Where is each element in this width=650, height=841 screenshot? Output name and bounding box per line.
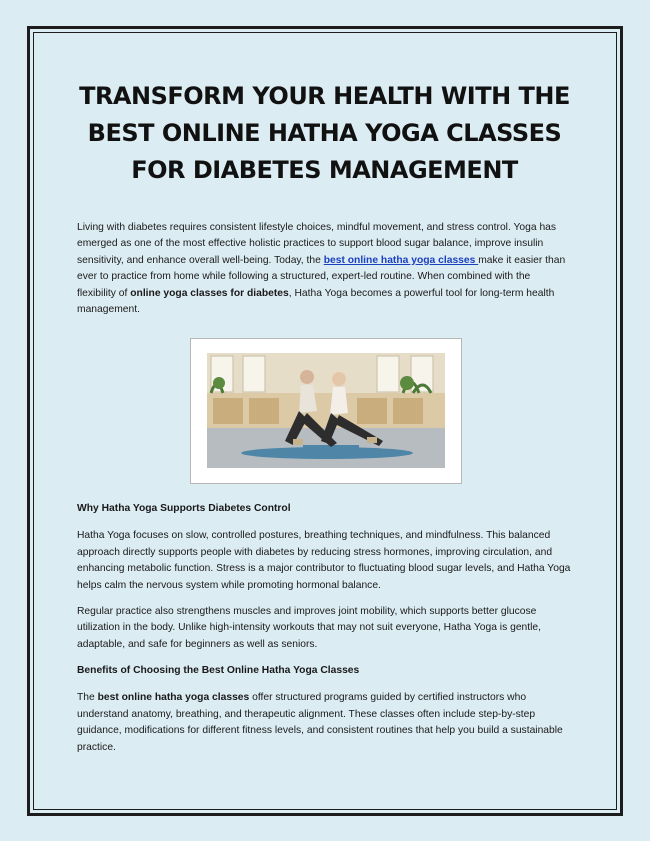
intro-text-2: make it easier than ever to practice from home while following a structured, expert-led routine. When combined with the flexibility of (77, 254, 566, 299)
section-heading-benefits: Benefits of Choosing the Best Online Hatha Yoga Classes (77, 665, 360, 677)
paragraph-why-1: Hatha Yoga focuses on slow, controlled postures, breathing techniques, and mindfulness. This balanced approach directly supports people with diabetes by reducing stress hormones, improving circulation, and enhancing metabolic function. Stress is a major contributor to fluctuating blood sugar levels, and Hatha Yoga helps calm the nervous system while promoting hormonal balance. (77, 530, 571, 591)
paragraph-benefits (77, 690, 572, 756)
benefits-text-2: offer structured programs guided by certified instructors who understand anatomy, breathing, and therapeutic alignment. These classes often include step-by-step guidance, modifications for different fitness levels, and consistent routines that help you build a sustainable practice. (77, 692, 563, 753)
section-heading-why: Why Hatha Yoga Supports Diabetes Control (77, 503, 291, 515)
intro-text-1: Living with diabetes requires consistent lifestyle choices, mindful movement, and stress control. Yoga has emerged as one of the most effective holistic practices to support blood sugar balance, improve insulin sensitivity, and enhance overall well-being. Today, the (77, 222, 557, 266)
yoga-photo-icon (207, 353, 445, 468)
intro-text-3: , Hatha Yoga becomes a powerful tool for long-term health management. (77, 287, 555, 316)
yoga-photo (190, 338, 462, 484)
paragraph-why-2: Regular practice also strengthens muscles and improves joint mobility, which supports better glucose utilization in the body. Unlike high-intensity workouts that may not suit everyone, Hatha Yoga is gentle, adaptable, and safe for beginners as well as seniors. (77, 606, 542, 650)
intro-paragraph (77, 220, 572, 318)
document-content (77, 78, 572, 756)
benefits-text-1: The (77, 692, 98, 704)
benefits-bold-phrase: best online hatha yoga classes (97, 692, 250, 704)
intro-bold-phrase: online yoga classes for diabetes (130, 287, 289, 299)
page-title: TRANSFORM YOUR HEALTH WITH THE BEST ONLINE HATHA YOGA CLASSES FOR DIABETES MANAGEMENT (79, 82, 570, 184)
hatha-classes-link[interactable]: best online hatha yoga classes (323, 254, 479, 266)
